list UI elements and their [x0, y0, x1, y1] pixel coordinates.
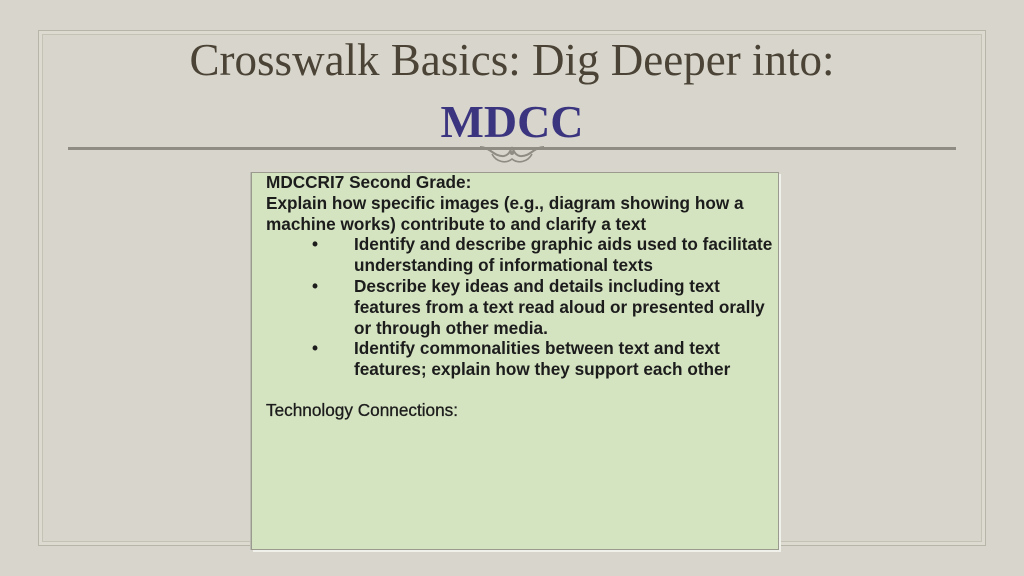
standard-description: Explain how specific images (e.g., diagram showing how a machine works) contribute to and clarify a text — [266, 192, 744, 234]
bullet-text: Identify and describe graphic aids used to facilitate understanding of informational texts — [354, 234, 773, 276]
ornament-icon — [472, 142, 552, 168]
bullet-item — [266, 338, 774, 380]
bullet-text: Identify commonalities between text and text features; explain how they support each other — [354, 338, 731, 380]
standard-panel — [251, 172, 779, 550]
technology-connections-label: Technology Connections: — [266, 399, 459, 420]
bullet-icon: • — [312, 338, 319, 359]
slide-title-accent: MDCC — [440, 96, 584, 147]
standard-bullet-list — [266, 234, 778, 380]
bullet-icon: • — [312, 234, 319, 255]
bullet-item — [266, 276, 774, 338]
bullet-item — [266, 234, 774, 276]
slide-title: Crosswalk Basics: Dig Deeper into: — [189, 35, 835, 85]
standard-heading: MDCCRI7 Second Grade: — [266, 172, 472, 192]
bullet-text: Describe key ideas and details including text features from a text read aloud or presented orally or through other media. — [354, 275, 765, 338]
bullet-icon: • — [312, 275, 319, 296]
